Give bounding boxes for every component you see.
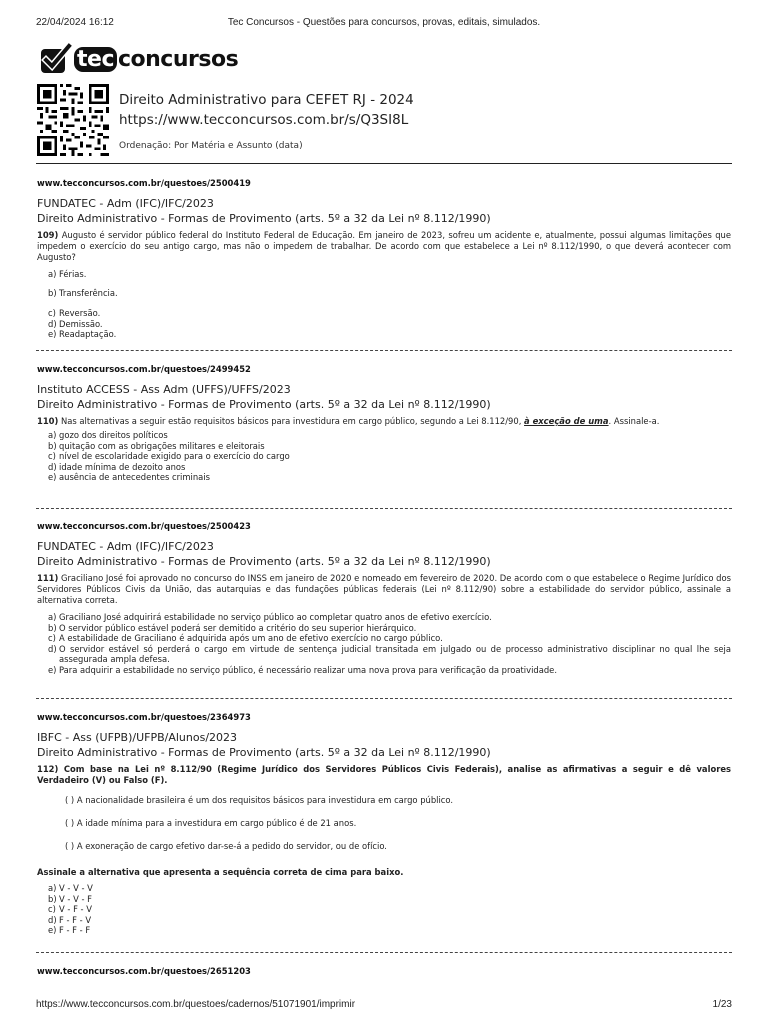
question-next — [37, 966, 731, 978]
question-number: 109) — [37, 230, 59, 240]
option-d[interactable]: d) Demissão. — [48, 318, 103, 329]
question-111 — [37, 521, 731, 675]
question-separator — [36, 952, 732, 953]
statements-list — [37, 795, 731, 864]
option-c[interactable]: c) nível de escolaridade exigido para o exercício do cargo — [48, 451, 290, 461]
option-c[interactable]: c) A estabilidade de Graciliano é adquirida após um ano de efetivo exercício no cargo público. — [48, 633, 443, 643]
option-b[interactable]: b) Transferência. — [48, 288, 118, 298]
caderno-title: Direito Administrativo para CEFET RJ - 2024 — [119, 92, 414, 108]
question-link[interactable]: www.tecconcursos.com.br/questoes/2651203 — [37, 966, 251, 976]
option-e[interactable]: e) Para adquirir a estabilidade no serviço público, é necessário realizar uma nova prova para verificação da proatividade. — [48, 664, 557, 675]
logo-suffix: concursos — [117, 46, 239, 72]
option-a[interactable]: a) Férias. — [48, 269, 87, 279]
print-url: https://www.tecconcursos.com.br/questoes/cadernos/51071901/imprimir — [36, 999, 356, 1010]
question-subject: Direito Administrativo - Formas de Provimento (arts. 5º a 32 da Lei nº 8.112/1990) — [37, 212, 491, 225]
option-a[interactable]: a) V - V - V — [48, 883, 93, 893]
header-divider — [36, 163, 732, 164]
statement-item: ( ) A nacionalidade brasileira é um dos requisitos básicos para investidura em cargo público. — [65, 795, 454, 805]
question-link[interactable]: www.tecconcursos.com.br/questoes/2500423 — [37, 521, 251, 531]
question-subject: Direito Administrativo - Formas de Provimento (arts. 5º a 32 da Lei nº 8.112/1990) — [37, 746, 491, 759]
question-link[interactable]: www.tecconcursos.com.br/questoes/2500419 — [37, 178, 251, 188]
question-statement: 112) Com base na Lei nº 8.112/90 (Regime Jurídico dos Servidores Públicos Civis Federais), analise as afirmativas a seguir e dê valores Verdadeiro (V) ou Falso (F). — [37, 764, 732, 785]
option-e[interactable]: e) ausência de antecedentes criminais — [48, 472, 210, 482]
question-subject: Direito Administrativo - Formas de Provimento (arts. 5º a 32 da Lei nº 8.112/1990) — [37, 555, 491, 568]
statement-item: ( ) A exoneração de cargo efetivo dar-se-á a pedido do servidor, ou de ofício. — [65, 841, 387, 851]
print-title: Tec Concursos - Questões para concursos, provas, editais, simulados. — [227, 17, 541, 28]
option-c[interactable]: c) Reversão. — [48, 308, 101, 318]
question-separator — [36, 698, 732, 699]
print-footer — [36, 999, 732, 1011]
option-d[interactable]: d) F - F - V — [48, 914, 92, 925]
logo-prefix: tec — [74, 47, 117, 72]
question-board: FUNDATEC - Adm (IFC)/IFC/2023 — [37, 197, 214, 210]
option-d[interactable]: d) idade mínima de dezoito anos — [48, 461, 186, 472]
options-list — [37, 430, 731, 483]
question-109 — [37, 178, 731, 340]
options-list — [37, 883, 731, 936]
option-b[interactable]: b) V - V - F — [48, 893, 92, 904]
question-board: IBFC - Ass (UFPB)/UFPB/Alunos/2023 — [37, 731, 238, 744]
question-110 — [37, 364, 731, 483]
qr-code-icon — [37, 84, 109, 156]
option-d[interactable]: d) O servidor estável só perderá o cargo em virtude de sentença judicial transitada em julgado ou de processo administrativo disciplinar no qual lhe seja assegurada ampla defesa. — [48, 643, 731, 664]
logo-wordmark — [74, 47, 238, 72]
statement-item: ( ) A idade mínima para a investidura em cargo público é de 21 anos. — [65, 818, 357, 828]
question-separator — [36, 350, 732, 351]
statement-text: Augusto é servidor público federal do Instituto Federal de Educação. Em janeiro de 2023, sofreu um acidente e, atualmente, possui algumas limitações que impedem o exercício do seu antigo cargo, mas não o impedem de trabalhar. De acordo com que estabelece a Lei nº 8.112/1990, o que deverá acontecer com Augusto? — [37, 230, 731, 262]
question-statement: 111) Graciliano José foi aprovado no concurso do INSS em janeiro de 2020 e nomeado em fevereiro de 2020. De acordo com o que estabelece o Regime Jurídico dos Servidores Públicos Civis da União, das autarquias e das fundações públicas federais (Lei nº 8.112/90) sobre a estabilidade do servidor público, assinale a alternativa correta. — [37, 573, 731, 605]
options-list — [37, 612, 731, 675]
option-a[interactable]: a) Graciliano José adquirirá estabilidade no serviço público ao completar quatro anos de efetivo exercício. — [48, 612, 492, 622]
options-list — [37, 269, 731, 340]
check-icon — [38, 43, 72, 75]
print-date: 22/04/2024 16:12 — [36, 17, 114, 28]
option-c[interactable]: c) V - F - V — [48, 904, 92, 914]
option-b[interactable]: b) O servidor público estável poderá ser demitido a critério do seu superior hierárquico. — [48, 622, 417, 633]
tecconcursos-logo — [38, 42, 238, 76]
option-b[interactable]: b) quitação com as obrigações militares e eleitorais — [48, 440, 265, 451]
question-112 — [37, 712, 731, 936]
caderno-url[interactable]: https://www.tecconcursos.com.br/s/Q3SI8L — [119, 112, 409, 128]
question-number: 112) — [37, 764, 59, 774]
question-board: Instituto ACCESS - Ass Adm (UFFS)/UFFS/2023 — [37, 383, 291, 396]
option-a[interactable]: a) gozo dos direitos políticos — [48, 430, 168, 440]
question-number: 111) — [37, 573, 59, 583]
page-number: 1/23 — [712, 999, 732, 1010]
question-separator — [36, 508, 732, 509]
question-number: 110) — [37, 416, 59, 426]
option-e[interactable]: e) Readaptação. — [48, 329, 117, 339]
option-e[interactable]: e) F - F - F — [48, 925, 91, 935]
question-instruction: Assinale a alternativa que apresenta a sequência correta de cima para baixo. — [37, 867, 404, 877]
question-subject: Direito Administrativo - Formas de Provimento (arts. 5º a 32 da Lei nº 8.112/1990) — [37, 398, 491, 411]
caderno-order: Ordenação: Por Matéria e Assunto (data) — [119, 141, 303, 151]
print-header — [36, 17, 732, 29]
statement-emphasis: à exceção de uma — [524, 416, 609, 426]
question-statement — [37, 230, 731, 263]
question-link[interactable]: www.tecconcursos.com.br/questoes/2364973 — [37, 712, 251, 722]
question-statement: 110) Nas alternativas a seguir estão requisitos básicos para investidura em cargo público, segundo a Lei 8.112/90, à exceção de uma. Assinale-a. — [37, 416, 660, 426]
question-link[interactable]: www.tecconcursos.com.br/questoes/2499452 — [37, 364, 251, 374]
question-board: FUNDATEC - Adm (IFC)/IFC/2023 — [37, 540, 214, 553]
